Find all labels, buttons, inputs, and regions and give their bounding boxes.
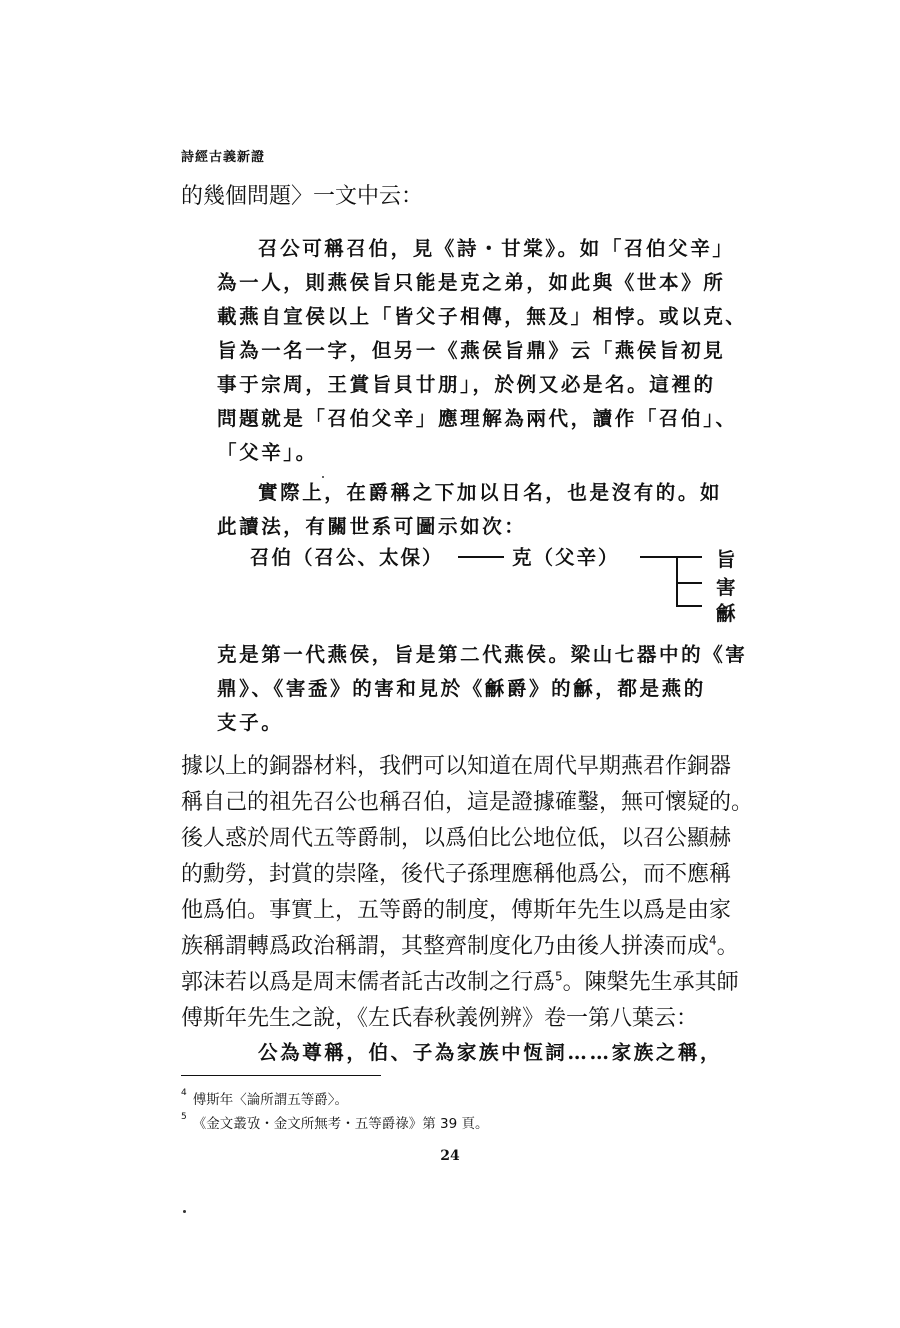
quote-line: 鼎》、《害盉》的害和見於《龢爵》的龢，都是燕的 xyxy=(217,677,706,700)
quote-line: 事于宗周，王賞旨貝廿朋」，於例又必是名。這裡的 xyxy=(217,373,716,396)
body-text-line xyxy=(181,966,753,1000)
diagram-connector xyxy=(458,556,504,558)
body-text: 。陳槃先生承其師 xyxy=(562,970,739,995)
footnote-ref[interactable]: 4 xyxy=(709,933,717,948)
quote-line: 此讀法，有關世系可圖示如次： xyxy=(217,515,527,538)
diagram-root-label: 召伯（召公、太保） xyxy=(250,546,444,569)
diagram-branch-vertical xyxy=(676,556,678,606)
diagram-child-label: 龢 xyxy=(716,602,738,625)
footnote-number: 4 xyxy=(181,1088,187,1098)
body-text-line: 他爲伯。事實上，五等爵的制度，傅斯年先生以爲是由家 xyxy=(181,898,732,923)
footnote-ref[interactable]: 5 xyxy=(555,969,563,984)
body-text-line: 後人惑於周代五等爵制，以爲伯比公地位低，以召公顯赫 xyxy=(181,826,732,851)
quote-line: 公為尊稱，伯、子為家族中恆詞……家族之稱， xyxy=(258,1041,723,1064)
body-text-line: 的幾個問題〉一文中云： xyxy=(181,184,424,209)
quote-line: 為一人，則燕侯旨只能是克之弟，如此與《世本》所 xyxy=(217,271,726,294)
quote-line: 載燕自宣侯以上「皆父子相傳，無及」相悖。或以克、 xyxy=(217,305,748,328)
diagram-connector xyxy=(640,556,702,558)
page-number: 24 xyxy=(440,1148,460,1164)
body-text: 。 xyxy=(716,934,739,959)
diagram-branch xyxy=(676,605,702,607)
quote-line: 實際上，在爵稱之下加以日名，也是沒有的。如 xyxy=(258,481,723,504)
quote-line: 問題就是「召伯父辛」應理解為兩代，讀作「召伯」、 xyxy=(217,407,738,430)
body-text-line: 傅斯年先生之說，《左氏春秋義例辨》卷一第八葉云： xyxy=(181,1006,699,1031)
body-text: 郭沫若以爲是周末儒者託古改制之行爲 xyxy=(181,970,556,995)
running-header: 詩經古義新證 xyxy=(181,150,266,165)
footnote xyxy=(181,1112,489,1132)
diagram-branch xyxy=(676,582,702,584)
scan-speck xyxy=(322,476,324,478)
quote-line: 「父辛」。 xyxy=(217,441,318,464)
quote-line: 支子。 xyxy=(217,711,284,734)
body-text-line: 稱自己的祖先召公也稱召伯，這是證據確鑿，無可懷疑的。 xyxy=(181,790,754,815)
footnote-text: 《金文叢攷・金文所無考・五等爵祿》第 39 頁。 xyxy=(192,1116,489,1132)
quote-line: 旨為一名一字，但另一《燕侯旨鼎》云「燕侯旨初見 xyxy=(217,339,726,362)
footnote xyxy=(181,1088,348,1108)
footnote-divider xyxy=(181,1075,381,1076)
quote-line: 克是第一代燕侯，旨是第二代燕侯。梁山七器中的《害 xyxy=(217,643,748,666)
footnote-number: 5 xyxy=(181,1112,187,1122)
scan-speck xyxy=(183,1210,186,1213)
diagram-child-label: 旨 xyxy=(716,548,738,571)
diagram-middle-label: 克（父辛） xyxy=(512,546,620,569)
quote-line: 召公可稱召伯，見《詩・甘棠》。如「召伯父辛」 xyxy=(258,237,735,260)
body-text-line: 據以上的銅器材料，我們可以知道在周代早期燕君作銅器 xyxy=(181,754,732,779)
footnote-text: 傅斯年〈論所謂五等爵〉。 xyxy=(192,1092,348,1108)
body-text-line: 的勳勞，封賞的崇隆，後代子孫理應稱他爲公，而不應稱 xyxy=(181,862,732,887)
body-text-line xyxy=(181,930,753,964)
diagram-child-label: 害 xyxy=(716,576,738,599)
body-text: 族稱謂轉爲政治稱謂，其整齊制度化乃由後人拼湊而成 xyxy=(181,934,710,959)
